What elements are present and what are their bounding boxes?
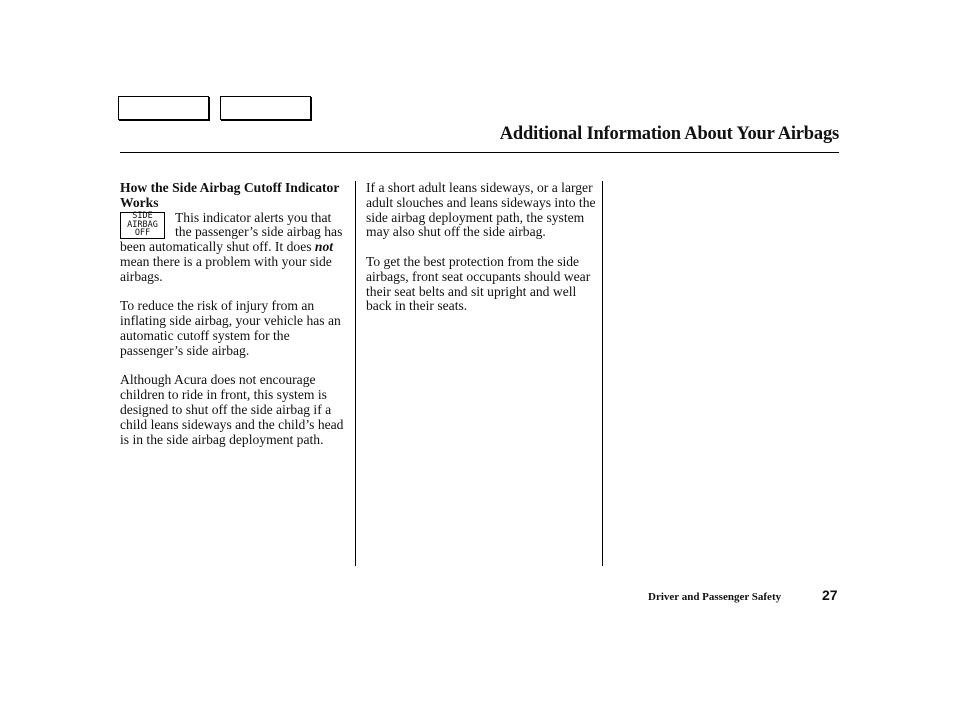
- side-airbag-off-icon: [120, 212, 165, 239]
- footer-section-title: Driver and Passenger Safety: [648, 591, 782, 603]
- page-number: 27: [822, 587, 838, 603]
- nav-button-1[interactable]: [118, 96, 209, 120]
- paragraph-text: mean there is a problem with your side airbags.: [120, 253, 332, 284]
- paragraph-adult-leans: If a short adult leans sideways, or a larger adult slouches and leans sideways into the side airbag deployment path, the system may also shut off the side airbag.: [366, 180, 596, 240]
- icon-text-line-2: AIRBAG: [127, 219, 158, 230]
- section-heading: How the Side Airbag Cutoff Indicator Works: [120, 180, 340, 210]
- title-divider: [120, 152, 839, 153]
- paragraph-cutoff-system: To reduce the risk of injury from an inflating side airbag, your vehicle has an automatic cutoff system for the passenger’s side airbag.: [120, 298, 341, 358]
- column-2: [366, 181, 596, 329]
- column-1: [120, 181, 350, 462]
- page-title: Additional Information About Your Airbags: [499, 124, 839, 144]
- emphasis-text: not: [314, 239, 334, 255]
- icon-text-line-1: SIDE: [132, 211, 153, 222]
- nav-button-2[interactable]: [220, 96, 311, 120]
- icon-text-line-3: OFF: [134, 228, 151, 239]
- column-divider-2: [602, 181, 603, 566]
- paragraph-indicator: [120, 211, 350, 285]
- paragraph-text: This indicator alerts you that the passenger’s side airbag has been automatically shut off. It does: [120, 209, 343, 255]
- column-divider-1: [355, 181, 356, 566]
- paragraph-best-protection: To get the best protection from the side airbags, front seat occupants should wear their seat belts and sit upright and well back in their seats.: [366, 253, 591, 314]
- paragraph-children: Although Acura does not encourage children to ride in front, this system is designed to shut off the side airbag if a child leans sideways and the child’s head is in the side airbag deployment path.: [120, 372, 344, 447]
